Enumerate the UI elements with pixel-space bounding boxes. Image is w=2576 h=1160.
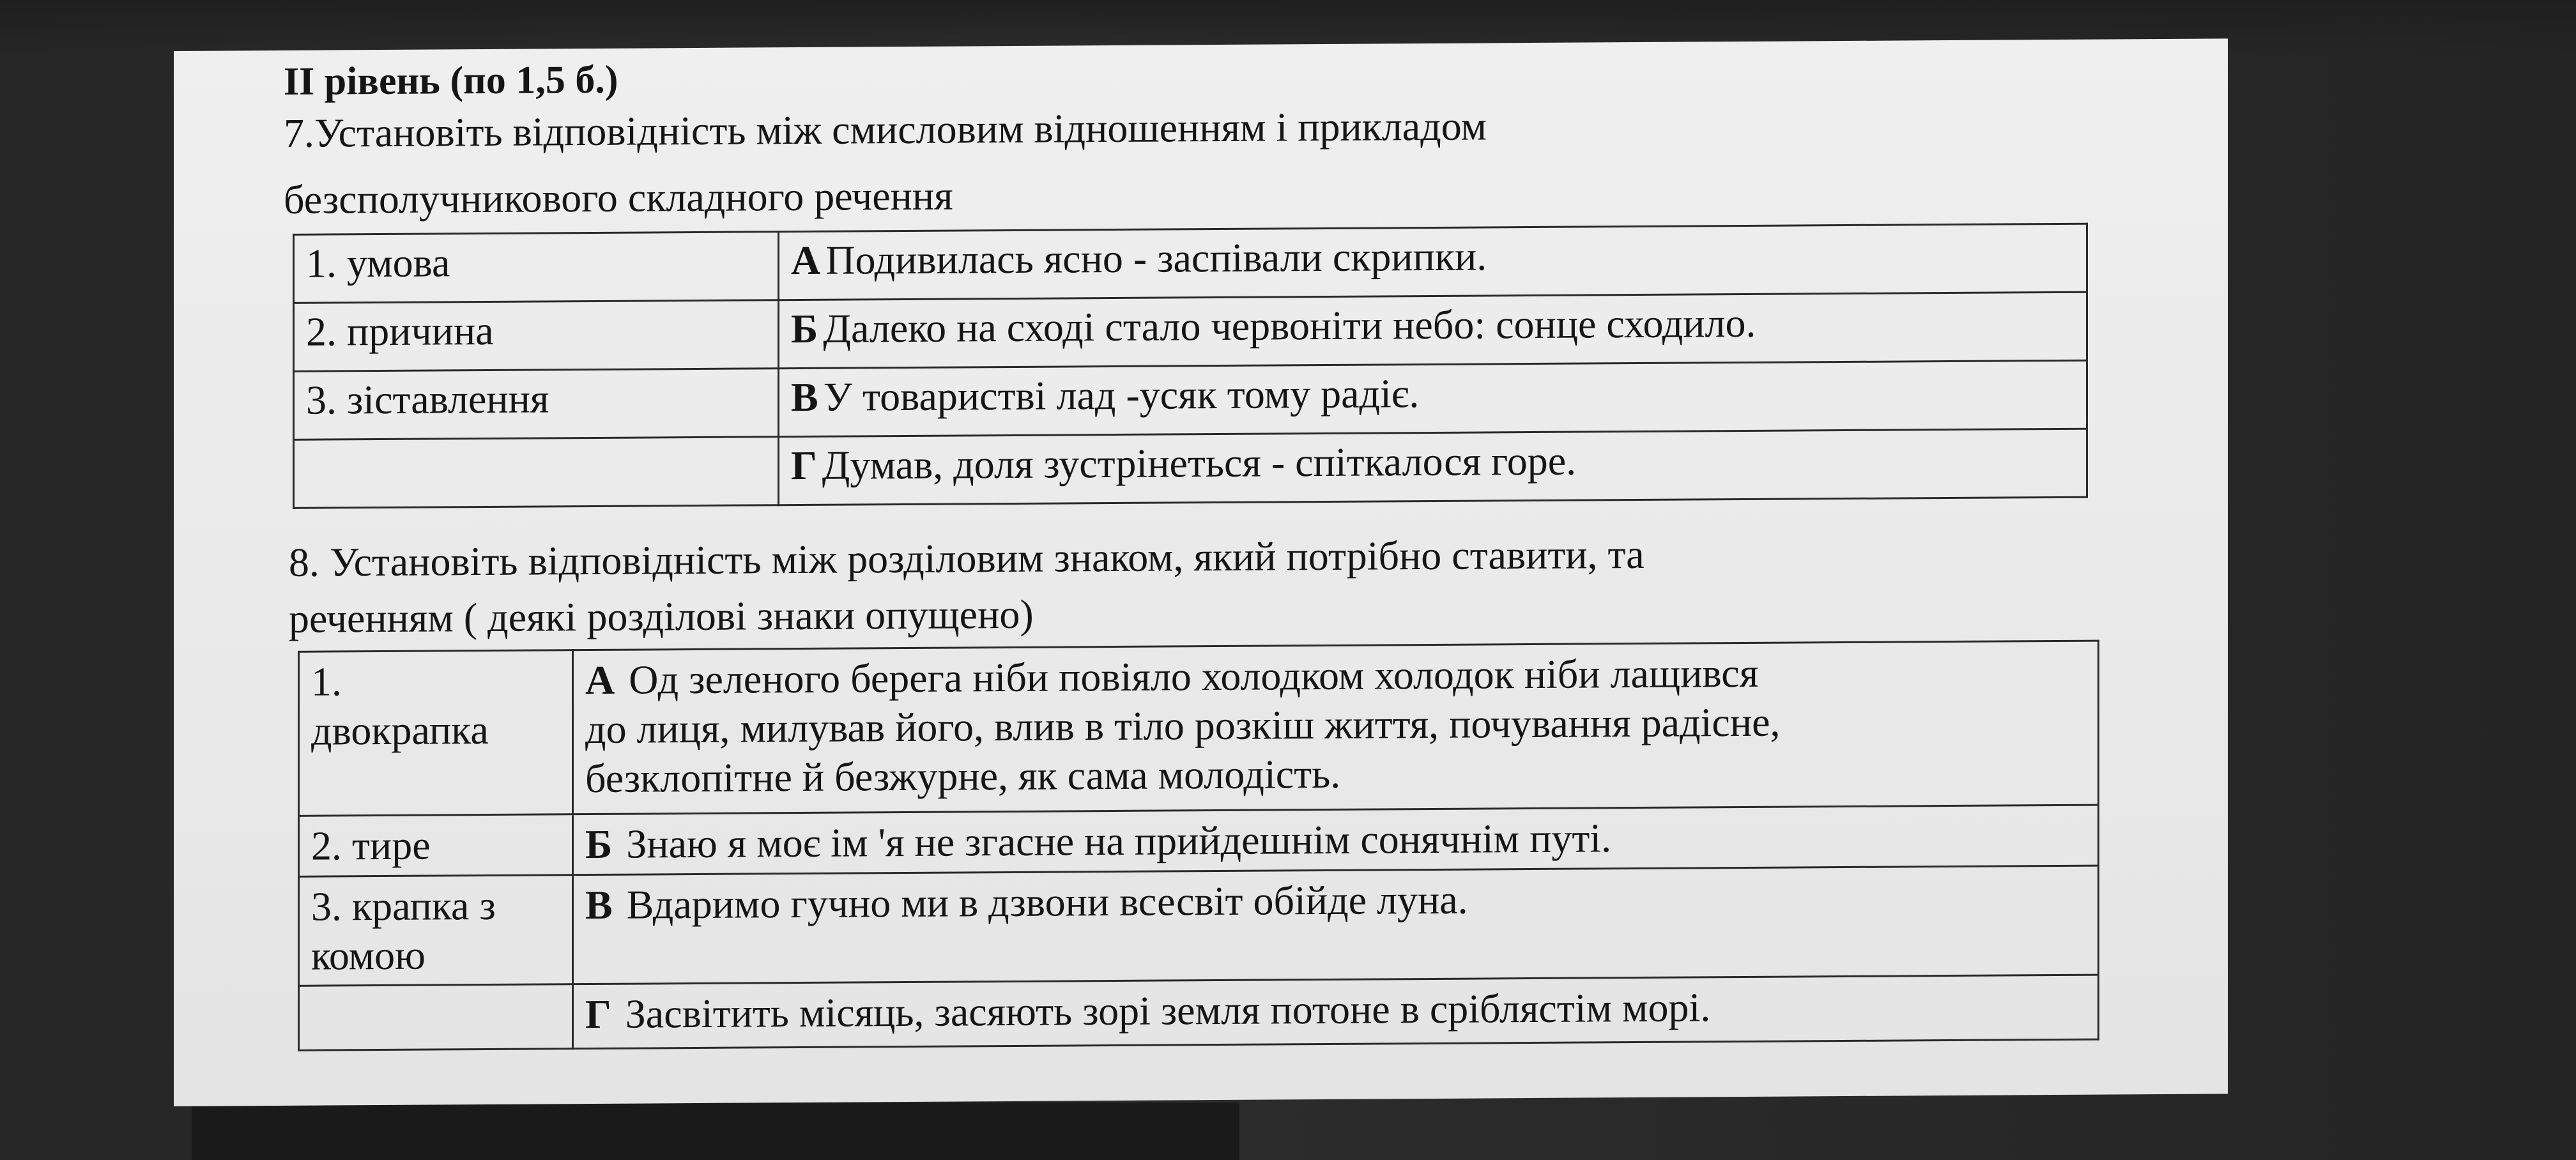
sentence-line-1	[585, 647, 2086, 705]
table-row	[299, 805, 2099, 876]
table-row	[299, 641, 2099, 816]
option-letter: В	[791, 374, 818, 420]
question-7-table	[293, 223, 2088, 509]
sentence-text: Вдаримо гучно ми в дзвони всесвіт обійде луна.	[626, 876, 1468, 927]
sentence-text: Знаю я моє ім 'я не згасне на прийдешнім сонячнім путі.	[626, 815, 1612, 867]
option-letter: Г	[791, 442, 817, 489]
option-letter: Б	[791, 305, 818, 352]
example-text: Думав, доля зустрінеться - спіткалося горе.	[822, 438, 1577, 488]
monitor-bezel	[192, 1103, 1239, 1160]
table-row	[299, 866, 2099, 986]
question-7-text-line-1: 7.Установіть відповідність між смисловим відношенням і прикладом	[284, 103, 1487, 156]
table-row	[294, 360, 2087, 439]
punctuation-label-line-1: 2. тире	[311, 822, 431, 869]
sentence-line-3: безклопітне й безжурне, як сама молодість.	[585, 751, 1341, 801]
option-letter: А	[585, 657, 615, 703]
table-row	[294, 429, 2087, 508]
option-letter: А	[791, 237, 821, 284]
sentence-cell	[573, 805, 2099, 875]
sentence-text: Од зеленого берега ніби повіяло холодком холодок ніби лащився	[629, 650, 1759, 703]
sentence-cell	[573, 641, 2099, 814]
sentence-cell	[573, 975, 2099, 1049]
question-8-text-line-1: 8. Установіть відповідність між розділовим знаком, який потрібно ставити, та	[289, 531, 1644, 585]
example-cell	[779, 292, 2087, 369]
punctuation-label-line-2: двокрапка	[311, 706, 489, 754]
example-cell	[779, 429, 2087, 505]
sentence-line-2: до лиця, милував його, влив в тіло розкіш життя, почування радісне,	[585, 699, 1781, 752]
relation-cell-empty	[294, 437, 779, 508]
punctuation-cell-empty	[299, 984, 573, 1050]
option-letter: В	[585, 881, 613, 928]
relation-cell: 3. зіставлення	[294, 369, 779, 440]
relation-cell: 1. умова	[294, 232, 779, 303]
question-7-text-line-2: безсполучникового складного речення	[284, 172, 953, 222]
option-letter: Б	[585, 821, 613, 867]
sentence-text: Засвітить місяць, засяють зорі земля потоне в сріблястім морі.	[625, 984, 1711, 1037]
punctuation-cell	[299, 814, 573, 877]
option-letter: Г	[585, 991, 611, 1037]
table-row	[294, 224, 2087, 303]
example-text: Далеко на сході стало червоніти небо: сонце сходило.	[823, 300, 1756, 351]
punctuation-label-line-2: комою	[311, 932, 425, 979]
example-text: У товаристві лад -усяк тому радіє.	[823, 370, 1420, 420]
example-cell	[779, 224, 2087, 300]
section-heading: ІІ рівень (по 1,5 б.)	[284, 57, 618, 103]
punctuation-cell	[299, 875, 573, 986]
example-text: Подивилась ясно - заспівали скрипки.	[825, 233, 1487, 283]
table-row	[299, 975, 2099, 1050]
punctuation-label-line-1: 3. крапка з	[311, 882, 496, 929]
table-row	[294, 292, 2087, 371]
worksheet	[174, 38, 2228, 1106]
punctuation-cell	[299, 650, 573, 816]
sentence-cell	[573, 866, 2099, 984]
relation-cell: 2. причина	[294, 300, 779, 372]
example-cell	[779, 360, 2087, 437]
question-8-table	[298, 640, 2099, 1051]
punctuation-label-line-1: 1.	[311, 659, 342, 705]
question-8-text-line-2: реченням ( деякі розділові знаки опущено)	[289, 591, 1034, 641]
